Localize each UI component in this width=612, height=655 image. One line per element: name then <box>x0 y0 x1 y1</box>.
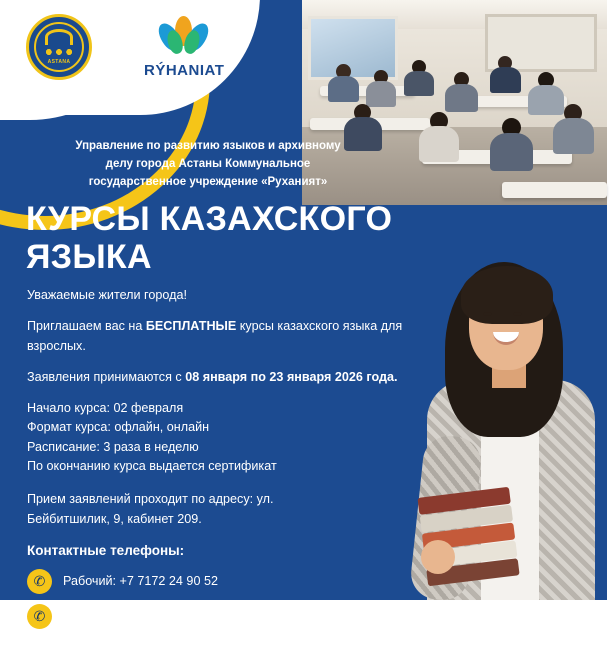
title-line-2: ЯЗЫКА <box>26 238 152 277</box>
phone-row-mobile <box>27 604 427 629</box>
org-line-2: делу города Астаны Коммунальное <box>105 157 311 170</box>
astana-emblem-logo <box>26 14 92 80</box>
applications-text <box>27 367 427 387</box>
ruhaniat-mark-icon <box>157 16 211 60</box>
phone-row-work <box>27 569 427 594</box>
detail-certificate: По окончанию курса выдается сертификат <box>27 459 277 474</box>
invite-line-2: взрослых. <box>27 339 86 354</box>
applications-dates: 08 января по 23 января 2026 года. <box>185 370 398 385</box>
course-details-list <box>27 399 427 477</box>
ruhaniat-logo <box>144 16 224 79</box>
phone-icon: ✆ <box>27 604 52 629</box>
detail-format: Формат курса: офлайн, онлайн <box>27 420 210 435</box>
phone-icon: ✆ <box>27 569 52 594</box>
emblem-label: ASTANA <box>47 59 71 65</box>
phone-mobile: Сотовый:+7 707 497 7143 <box>63 608 213 623</box>
logo-row <box>26 14 224 80</box>
poster-title <box>26 200 446 276</box>
applications-prefix: Заявления принимаются с <box>27 370 186 385</box>
title-line-1: КУРСЫ КАЗАХСКОГО <box>26 200 393 238</box>
organization-name <box>38 138 378 191</box>
detail-start-date: Начало курса: 02 февраля <box>27 400 184 415</box>
invite-suffix: курсы казахского языка для <box>236 319 403 334</box>
detail-schedule: Расписание: 3 раза в неделю <box>27 439 199 454</box>
address-line-1: Прием заявлений проходит по адресу: ул. <box>27 491 274 506</box>
org-line-3: государственное учреждение «Руханият» <box>88 175 328 188</box>
address-text <box>27 489 427 529</box>
org-line-1: Управление по развитию языков и архивному <box>75 140 341 152</box>
poster-body <box>27 285 427 655</box>
invite-prefix: Приглашаем вас на <box>27 319 146 334</box>
greeting-text: Уважаемые жители города! <box>27 288 187 302</box>
invite-bold: БЕСПЛАТНЫЕ <box>145 319 237 334</box>
contacts-title: Контактные телефоны: <box>27 542 185 558</box>
phone-mobile-secondary: +7 747 248 82 20 <box>63 637 162 652</box>
invite-text <box>27 316 427 356</box>
ruhaniat-wordmark: RÝHANIAT <box>144 61 225 79</box>
student-photo <box>397 240 612 600</box>
phone-work: Рабочий: +7 7172 24 90 52 <box>63 573 218 588</box>
address-line-2: Бейбитшилик, 9, кабинет 209. <box>27 511 202 526</box>
